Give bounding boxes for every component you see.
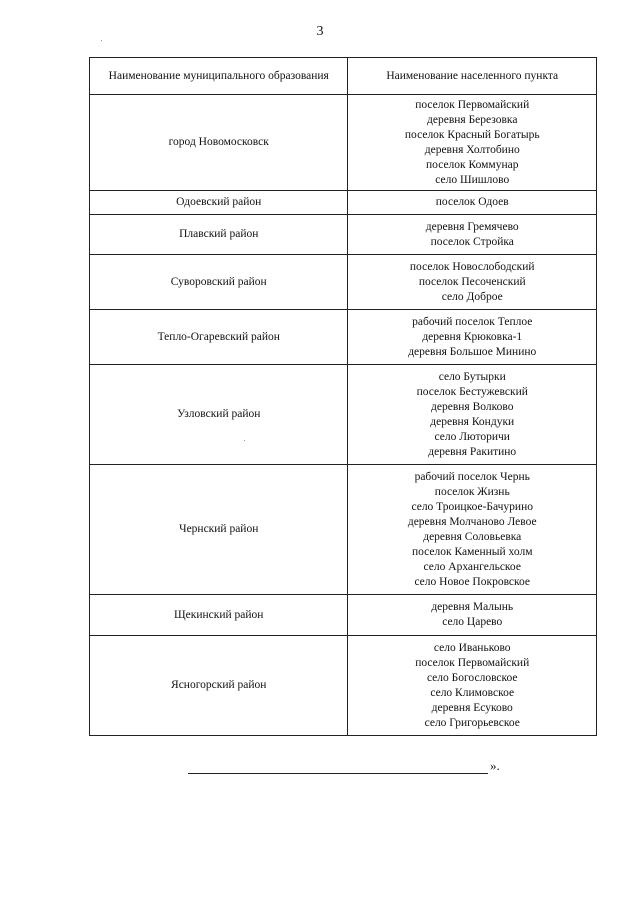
settlement-name: поселок Красный Богатырь <box>404 128 540 141</box>
settlement-name: село Григорьевское <box>424 716 520 729</box>
settlement-name: село Новое Покровское <box>414 575 531 588</box>
settlements-cell <box>348 255 597 310</box>
settlements-cell <box>348 365 597 465</box>
table-row <box>90 95 597 191</box>
municipality-cell: Суворовский район <box>90 255 348 310</box>
table-header-row <box>90 58 597 95</box>
closing-quote: ». <box>490 758 500 773</box>
settlement-name: деревня Березовка <box>427 113 518 126</box>
settlement-name: поселок Жизнь <box>434 485 510 498</box>
settlements-cell <box>348 95 597 191</box>
settlements-cell <box>348 595 597 636</box>
settlement-name: деревня Молчаново Левое <box>407 515 537 528</box>
municipality-cell: Одоевский район <box>90 191 348 215</box>
settlement-name: село Богословское <box>426 671 518 684</box>
settlement-name: село Царево <box>442 616 503 628</box>
settlement-name: деревня Кондуки <box>430 415 515 428</box>
settlements-cell <box>348 191 597 215</box>
settlement-name: поселок Новослободский <box>409 260 535 273</box>
settlement-name: поселок Стройка <box>430 235 514 248</box>
header-municipality: Наименование муниципального образования <box>90 58 348 95</box>
header-settlement: Наименование населенного пункта <box>348 58 597 95</box>
municipality-cell: Плавский район <box>90 215 348 255</box>
table-row <box>90 636 597 736</box>
settlement-name: поселок Бестужевский <box>416 385 528 398</box>
settlement-name: село Климовское <box>430 686 515 699</box>
municipality-cell: Ясногорский район <box>90 636 348 736</box>
settlement-name: поселок Первомайский <box>415 656 530 669</box>
settlement-name: поселок Каменный холм <box>411 545 533 558</box>
settlement-name: поселок Одоев <box>435 196 509 208</box>
settlement-name: деревня Большое Минино <box>408 345 537 358</box>
settlement-name: поселок Первомайский <box>415 98 530 111</box>
settlement-name: деревня Есуково <box>431 701 513 714</box>
settlements-cell <box>348 465 597 595</box>
settlement-name: рабочий поселок Чернь <box>414 470 530 483</box>
table-row <box>90 595 597 636</box>
settlement-name: деревня Гремячево <box>425 220 519 233</box>
settlements-table <box>89 57 597 736</box>
settlements-cell <box>348 215 597 255</box>
settlement-name: деревня Малынь <box>431 601 514 613</box>
settlement-name: деревня Волково <box>431 400 514 413</box>
settlements-cell <box>348 636 597 736</box>
municipality-cell: Щекинский район <box>90 595 348 636</box>
municipality-cell: Чернский район <box>90 465 348 595</box>
settlement-name: село Шишлово <box>435 173 510 186</box>
settlements-cell <box>348 310 597 365</box>
table-row <box>90 365 597 465</box>
settlement-name: село Доброе <box>441 290 503 303</box>
settlement-name: село Троицкое-Бачурино <box>411 500 533 513</box>
municipality-cell: Узловский район <box>90 365 348 465</box>
table-row <box>90 465 597 595</box>
settlement-name: деревня Холтобино <box>424 143 520 156</box>
settlement-name: село Иваньково <box>433 641 511 654</box>
municipality-cell: город Новомосковск <box>90 95 348 191</box>
settlement-name: деревня Крюковка-1 <box>422 330 523 343</box>
settlement-name: село Бутырки <box>438 370 506 383</box>
settlement-name: поселок Коммунар <box>426 158 519 171</box>
settlement-name: рабочий поселок Теплое <box>412 315 533 328</box>
page-number: 3 <box>316 24 324 39</box>
table-row <box>90 215 597 255</box>
settlement-name: деревня Соловьевка <box>423 530 522 543</box>
table-row <box>90 255 597 310</box>
table-row <box>90 191 597 215</box>
table-body <box>90 95 597 736</box>
municipality-cell: Тепло-Огаревский район <box>90 310 348 365</box>
settlement-name: деревня Ракитино <box>428 445 517 458</box>
settlement-name: поселок Песоченский <box>418 275 526 288</box>
settlement-name: село Архангельское <box>423 560 521 573</box>
settlement-name: село Люторичи <box>434 430 510 443</box>
closing-line <box>188 760 488 774</box>
table-row <box>90 310 597 365</box>
